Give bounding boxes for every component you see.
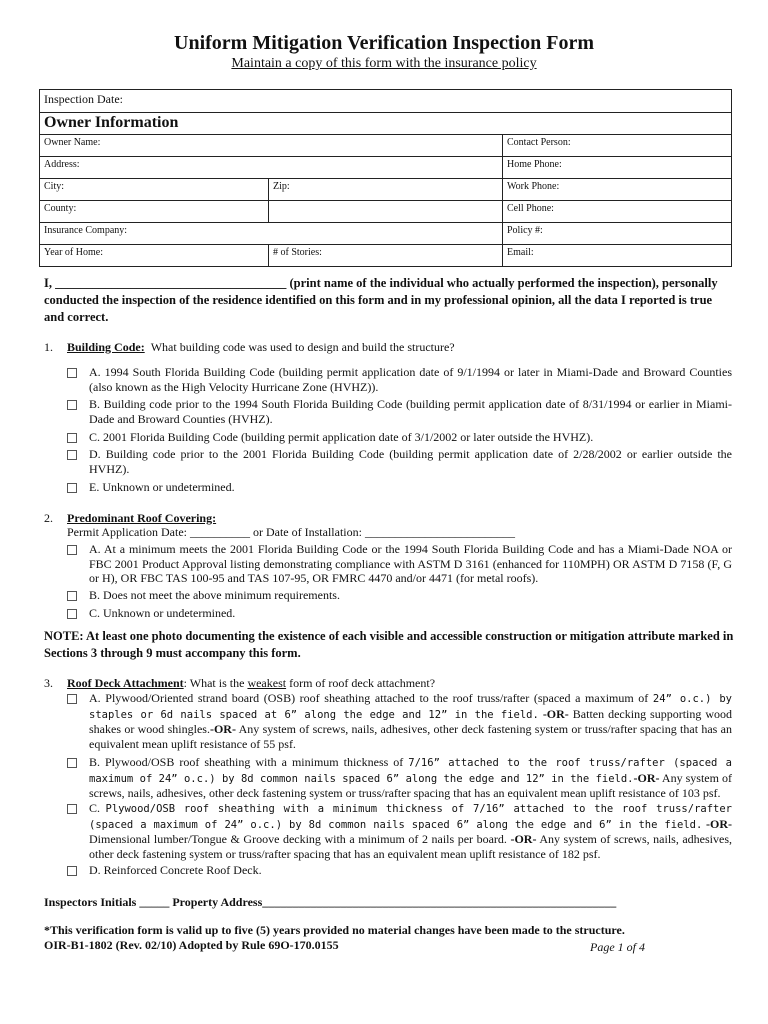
section-2-option-c[interactable]: C. Unknown or undetermined. (67, 606, 732, 621)
work-phone-field[interactable]: Work Phone: (503, 179, 732, 201)
blank-cell (269, 201, 503, 223)
photo-note: NOTE: At least one photo documenting the existence of each visible and accessible construction or mitigation attribute marked in Sections 3 through 9 must accompany this form. (44, 629, 734, 660)
section-2-option-b[interactable]: B. Does not meet the above minimum requirements. (67, 588, 732, 603)
section-1-option-b[interactable]: B. Building code prior to the 1994 South Florida Building Code (building permit application date of 8/31/1994 or earlier in Miami-Dade and Broward Counties (HVHZ). (67, 397, 732, 426)
insurance-company-field[interactable]: Insurance Company: (40, 223, 503, 245)
section-1-option-e[interactable]: E. Unknown or undetermined. (67, 480, 732, 495)
checkbox[interactable] (67, 609, 77, 619)
form-identifier: OIR-B1-1802 (Rev. 02/10) Adopted by Rule 69O-170.0155 (44, 938, 339, 952)
section-1-option-c[interactable]: C. 2001 Florida Building Code (building permit application date of 3/1/2002 or later outside the HVHZ). (67, 430, 732, 445)
section-1-option-d[interactable]: D. Building code prior to the 2001 Florida Building Code (building permit application date of 2/28/2002 or earlier outside the HVHZ). (67, 447, 732, 476)
section-3-heading: 3. Roof Deck Attachment: What is the weakest form of roof deck attachment? (44, 676, 436, 690)
section-3-option-b[interactable]: B. Plywood/OSB roof sheathing with a minimum thickness of 7/16” attached to the roof truss/rafter (spaced a maximum of 24” o.c.) by 8d common nails spaced 6” along the edge and 12” in the field.-OR- Any system of screws, nails, adhesives, other deck fastening system or truss/rafter spacing that has an equivalent mean uplift resistance of 103 psf. (67, 755, 732, 801)
policy-number-field[interactable]: Policy #: (503, 223, 732, 245)
cell-phone-field[interactable]: Cell Phone: (503, 201, 732, 223)
email-field[interactable]: Email: (503, 245, 732, 267)
city-field[interactable]: City: (40, 179, 269, 201)
building-code-heading: Building Code: (67, 340, 145, 354)
section-2-heading: 2. Predominant Roof Covering: (44, 511, 217, 525)
section-1-option-a[interactable]: A. 1994 South Florida Building Code (building permit application date of 9/1/1994 or later in Miami-Dade and Broward Counties (also known as the High Velocity Hurricane Zone (HVHZ)). (67, 365, 732, 394)
section-3-option-c[interactable]: C. Plywood/OSB roof sheathing with a minimum thickness of 7/16” attached to the roof truss/rafter (spaced a maximum of 24” o.c.) by 8d common nails spaced 6” along the edge and 6” in the field. -OR- Dimensional lumber/Tongue & Groove decking with a minimum of 2 nails per board. -OR- Any system of screws, nails, adhesives, other deck fastening system or truss/rafter spacing that has an equivalent mean uplift resistance of 182 psf. (67, 801, 732, 861)
owner-info-heading: Owner Information (40, 113, 732, 135)
stories-field[interactable]: # of Stories: (269, 245, 503, 267)
section-2-option-a[interactable]: A. At a minimum meets the 2001 Florida Building Code or the 1994 South Florida Building Code and has a Miami-Dade NOA or FBC 2001 Product Approval listing demonstrating compliance with ASTM D 3161 (enhanced for 110MPH) OR ASTM D 7158 (F, G or H), OR FBC TAS 100-95 and TAS 107-95, OR FMRC 4470 and/or 4471 (for metal roofs). (67, 542, 732, 586)
form-title: Uniform Mitigation Verification Inspection Form (174, 32, 594, 54)
checkbox[interactable] (67, 450, 77, 460)
inspection-date-field[interactable]: Inspection Date: (40, 90, 732, 113)
section-3-option-d[interactable]: D. Reinforced Concrete Roof Deck. (67, 863, 732, 878)
checkbox[interactable] (67, 804, 77, 814)
inspector-certification: I, _____________________________________ (print name of the individual who actually performed the inspection), personally conducted the inspection of the residence identified on this form and in my professional opinion, all the data I reported is true and correct. (44, 276, 718, 324)
owner-name-field[interactable]: Owner Name: (40, 135, 503, 157)
checkbox[interactable] (67, 545, 77, 555)
page-number: Page 1 of 4 (590, 940, 645, 954)
checkbox[interactable] (67, 866, 77, 876)
owner-info-table (39, 89, 732, 267)
home-phone-field[interactable]: Home Phone: (503, 157, 732, 179)
permit-date-line[interactable]: Permit Application Date: __________ or Date of Installation: _________________________ (67, 525, 515, 539)
zip-field[interactable]: Zip: (269, 179, 503, 201)
inspector-initials-line[interactable]: Inspectors Initials _____ Property Address___________________________________________________________ (44, 895, 617, 909)
year-of-home-field[interactable]: Year of Home: (40, 245, 269, 267)
checkbox[interactable] (67, 591, 77, 601)
checkbox[interactable] (67, 400, 77, 410)
checkbox[interactable] (67, 433, 77, 443)
validity-statement: *This verification form is valid up to five (5) years provided no material changes have been made to the structure. (44, 923, 625, 937)
checkbox[interactable] (67, 758, 77, 768)
form-subtitle: Maintain a copy of this form with the insurance policy (231, 56, 537, 71)
address-field[interactable]: Address: (40, 157, 503, 179)
roof-covering-heading: Predominant Roof Covering: (67, 511, 217, 525)
checkbox[interactable] (67, 368, 77, 378)
section-1-heading: 1. Building Code: What building code was used to design and build the structure? (44, 340, 455, 354)
checkbox[interactable] (67, 694, 77, 704)
section-3-option-a[interactable]: A. Plywood/Oriented strand board (OSB) roof sheathing attached to the roof truss/rafter (spaced a maximum of 24” o.c.) by staples or 6d nails spaced at 6” along the edge and 12” in the field. -OR- Batten decking supporting wood shakes or wood shingles.-OR- Any system of screws, nails, adhesives, other deck fastening system or truss/rafter spacing that has an equivalent mean uplift resistance of 55 psf. (67, 691, 732, 751)
roof-deck-heading: Roof Deck Attachment (67, 676, 184, 690)
checkbox[interactable] (67, 483, 77, 493)
county-field[interactable]: County: (40, 201, 269, 223)
contact-person-field[interactable]: Contact Person: (503, 135, 732, 157)
